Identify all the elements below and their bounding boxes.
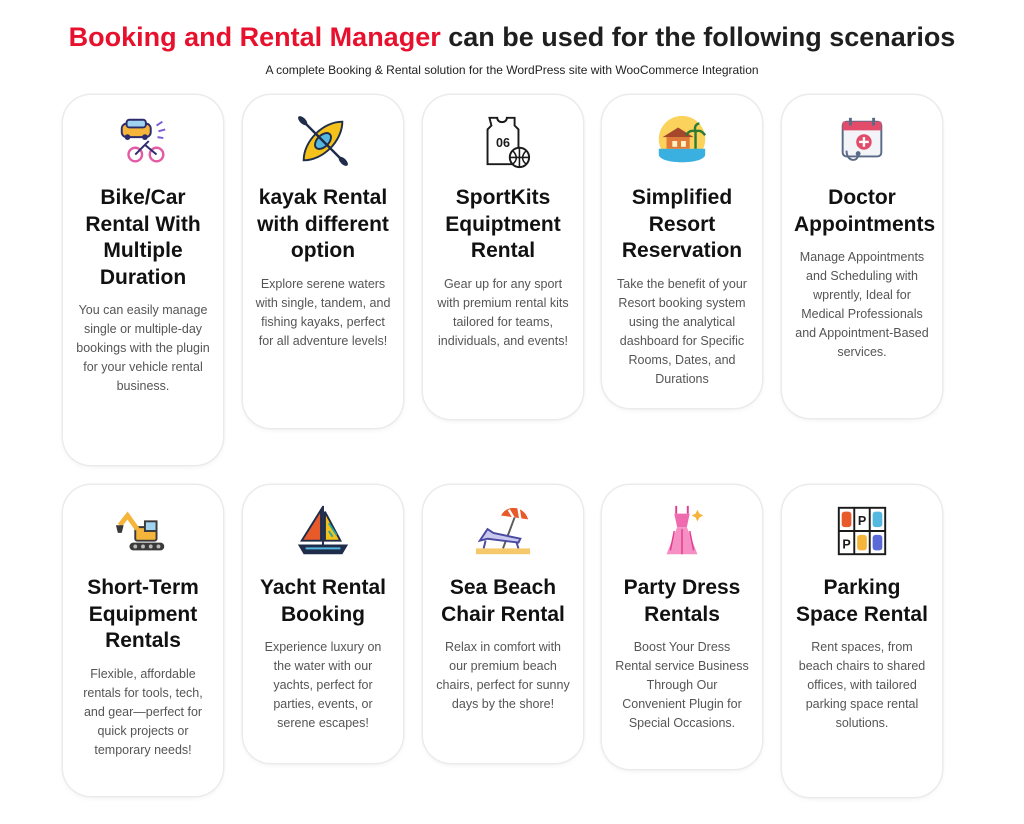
- dress-icon: [614, 499, 750, 563]
- jersey-number: 06: [496, 135, 510, 150]
- scenario-card-sportkits: [423, 95, 583, 419]
- excavator-icon: [75, 499, 211, 563]
- card-description: Experience luxury on the water with our yachts, perfect for parties, events, or serene escapes!: [264, 640, 382, 730]
- card-title: Sea Beach Chair Rental: [441, 576, 565, 626]
- parking-letter: P: [857, 514, 867, 529]
- card-title: Simplified Resort Reservation: [621, 186, 743, 262]
- card-description: Flexible, affordable rentals for tools, tech, and gear—perfect for quick projects or temporary needs!: [83, 666, 203, 757]
- scenario-card-dress: [602, 485, 762, 769]
- jersey-basketball-icon: [435, 109, 571, 173]
- scenario-card-parking: [782, 485, 942, 797]
- card-description: Manage Appointments and Scheduling with wprently, Ideal for Medical Professionals and Appointment-Based services.: [795, 250, 929, 359]
- page-title: [0, 20, 1024, 54]
- card-description: Rent spaces, from beach chairs to shared offices, with tailored parking space rental solutions.: [798, 640, 926, 730]
- scenario-card-bike-car: [63, 95, 223, 465]
- card-title: Parking Space Rental: [796, 576, 928, 626]
- parking-lot-icon: [794, 499, 930, 563]
- scenario-card-yacht: [243, 485, 403, 763]
- page-header: [0, 0, 1024, 78]
- scenario-card-doctor: [782, 95, 942, 418]
- card-title: SportKits Equiptment Rental: [445, 186, 561, 262]
- beach-chair-icon: [435, 499, 571, 563]
- kayak-icon: [255, 109, 391, 173]
- medical-calendar-icon: [794, 109, 930, 173]
- page-subtitle: A complete Booking & Rental solution for the WordPress site with WooCommerce Integration: [265, 63, 759, 77]
- page-title-accent: Booking and Rental Manager: [68, 22, 441, 52]
- scenario-card-equipment: [63, 485, 223, 796]
- card-description: Take the benefit of your Resort booking system using the analytical dashboard for Specific Rooms, Dates, and Durations: [617, 276, 747, 386]
- scenario-card-beach-chair: [423, 485, 583, 763]
- card-title: Bike/Car Rental With Multiple Duration: [85, 186, 201, 289]
- card-description: Relax in comfort with our premium beach chairs, perfect for sunny days by the shore!: [436, 640, 570, 711]
- car-bike-icon: [75, 109, 211, 173]
- scenario-card-kayak: [243, 95, 403, 428]
- sailboat-icon: [255, 499, 391, 563]
- card-description: Gear up for any sport with premium rental kits tailored for teams, individuals, and events!: [437, 276, 569, 348]
- page-title-rest: can be used for the following scenarios: [448, 22, 956, 52]
- card-title: Party Dress Rentals: [623, 576, 741, 626]
- beach-resort-icon: [614, 109, 750, 173]
- card-title: Doctor Appointments: [794, 186, 936, 236]
- card-title: kayak Rental with different option: [257, 186, 389, 262]
- card-description: You can easily manage single or multiple-day bookings with the plugin for your vehicle rental business.: [76, 303, 210, 393]
- card-title: Yacht Rental Booking: [259, 576, 387, 626]
- card-description: Boost Your Dress Rental service Business Through Our Convenient Plugin for Special Occasions.: [615, 640, 749, 730]
- card-title: Short-Term Equipment Rentals: [87, 576, 199, 652]
- parking-letter: P: [842, 537, 851, 552]
- scenario-card-resort: [602, 95, 762, 408]
- card-description: Explore serene waters with single, tandem, and fishing kayaks, perfect for all adventure levels!: [255, 276, 391, 348]
